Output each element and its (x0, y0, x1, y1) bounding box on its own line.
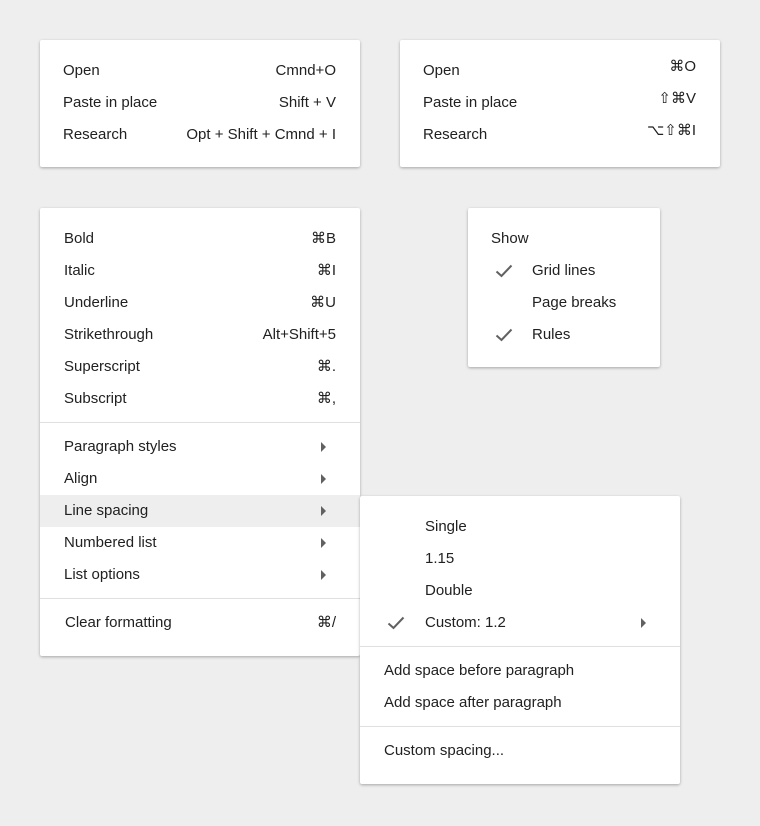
menu-item-1-15[interactable] (360, 543, 680, 575)
menu-item-label: Add space after paragraph (384, 694, 562, 711)
menu-item-shortcut: Cmnd+O (275, 62, 336, 79)
menu-format (40, 208, 360, 656)
menu-item-label: 1.15 (425, 550, 455, 567)
chevron-right-icon (321, 570, 326, 580)
menu-item-shortcut: Alt+Shift+5 (262, 326, 336, 343)
menu-item-research[interactable] (40, 119, 360, 151)
menu-item-label: Numbered list (64, 534, 157, 551)
chevron-right-icon (641, 618, 646, 628)
menu-item-numbered-list[interactable] (40, 527, 360, 559)
menu-show (468, 208, 660, 367)
menu-item-line-spacing[interactable] (40, 495, 360, 527)
menu-item-label: Underline (64, 294, 129, 311)
menu-item-italic[interactable] (40, 255, 360, 287)
menu-item-label: Superscript (64, 358, 140, 375)
menu-item-shortcut: Opt + Shift + Cmnd + I (186, 126, 336, 143)
menu-item-label: Single (425, 518, 467, 535)
menu-item-label: Grid lines (532, 262, 596, 279)
menu-item-shortcut: ⇧⌘V (658, 90, 696, 107)
menu-item-bold[interactable] (40, 223, 360, 255)
menu-item-shortcut: ⌘, (316, 390, 336, 407)
menu-item-shortcut: ⌘U (310, 294, 336, 311)
menu-item-research[interactable] (400, 119, 720, 151)
menu-item-shortcut: ⌥⇧⌘I (646, 122, 696, 139)
menu-item-single[interactable] (360, 511, 680, 543)
check-icon (387, 616, 405, 630)
menu-symbol-shortcuts (400, 40, 720, 167)
menu-item-label: Rules (532, 326, 571, 343)
menu-item-label: Clear formatting (65, 614, 172, 631)
menu-item-label: Double (425, 582, 473, 599)
menu-item-label: Paragraph styles (64, 438, 177, 455)
menu-item-label: Open (63, 62, 100, 79)
menu-item-label: Line spacing (64, 502, 149, 519)
menu-divider (360, 646, 680, 647)
menu-divider (40, 422, 360, 423)
menu-item-superscript[interactable] (40, 351, 360, 383)
chevron-right-icon (321, 442, 326, 452)
menu-item-label: Research (63, 126, 128, 143)
menu-item-shortcut: ⌘B (310, 230, 336, 247)
menu-item-label: Italic (64, 262, 95, 279)
menu-item-list-options[interactable] (40, 559, 360, 591)
check-icon (495, 264, 513, 278)
menu-item-label: Paste in place (63, 94, 158, 111)
menu-header-show (468, 223, 660, 255)
chevron-right-icon (321, 506, 326, 516)
menu-text-shortcuts (40, 40, 360, 167)
menu-item-label: Add space before paragraph (384, 662, 575, 679)
menu-item-subscript[interactable] (40, 383, 360, 415)
chevron-right-icon (321, 538, 326, 548)
menu-divider (360, 726, 680, 727)
menu-item-shortcut: Shift + V (278, 94, 336, 111)
menu-divider (40, 598, 360, 599)
menu-item-custom-spacing[interactable] (360, 735, 680, 767)
menu-item-double[interactable] (360, 575, 680, 607)
menu-item-strikethrough[interactable] (40, 319, 360, 351)
menu-item-clear-formatting[interactable] (40, 607, 360, 639)
menu-item-rules[interactable] (468, 319, 660, 351)
menu-item-shortcut: ⌘. (316, 358, 336, 375)
menu-item-paragraph-styles[interactable] (40, 431, 360, 463)
menu-item-add-space-after[interactable] (360, 687, 680, 719)
menu-item-label: Research (423, 126, 488, 143)
menu-item-label: Custom spacing... (384, 742, 505, 759)
menu-item-shortcut: ⌘I (316, 262, 336, 279)
menu-item-shortcut: ⌘/ (316, 614, 336, 631)
menu-item-label: Subscript (64, 390, 127, 407)
menu-item-page-breaks[interactable] (468, 287, 660, 319)
menu-item-label: Bold (64, 230, 95, 247)
menu-item-label: Align (64, 470, 98, 487)
menu-item-align[interactable] (40, 463, 360, 495)
menu-item-shortcut: ⌘O (669, 58, 696, 75)
menu-item-label: Custom: 1.2 (425, 614, 506, 631)
chevron-right-icon (321, 474, 326, 484)
menu-item-open[interactable] (40, 55, 360, 87)
menu-item-custom-1-2[interactable] (360, 607, 680, 639)
menu-item-label: Strikethrough (64, 326, 154, 343)
menu-item-grid-lines[interactable] (468, 255, 660, 287)
menu-item-underline[interactable] (40, 287, 360, 319)
menu-item-label: Paste in place (423, 94, 518, 111)
menu-item-label: Open (423, 62, 460, 79)
menu-item-paste-in-place[interactable] (40, 87, 360, 119)
menu-item-add-space-before[interactable] (360, 655, 680, 687)
menu-item-label: List options (64, 566, 140, 583)
check-icon (495, 328, 513, 342)
menu-header-label: Show (491, 230, 529, 247)
menu-item-label: Page breaks (532, 294, 617, 311)
menu-line-spacing (360, 496, 680, 784)
